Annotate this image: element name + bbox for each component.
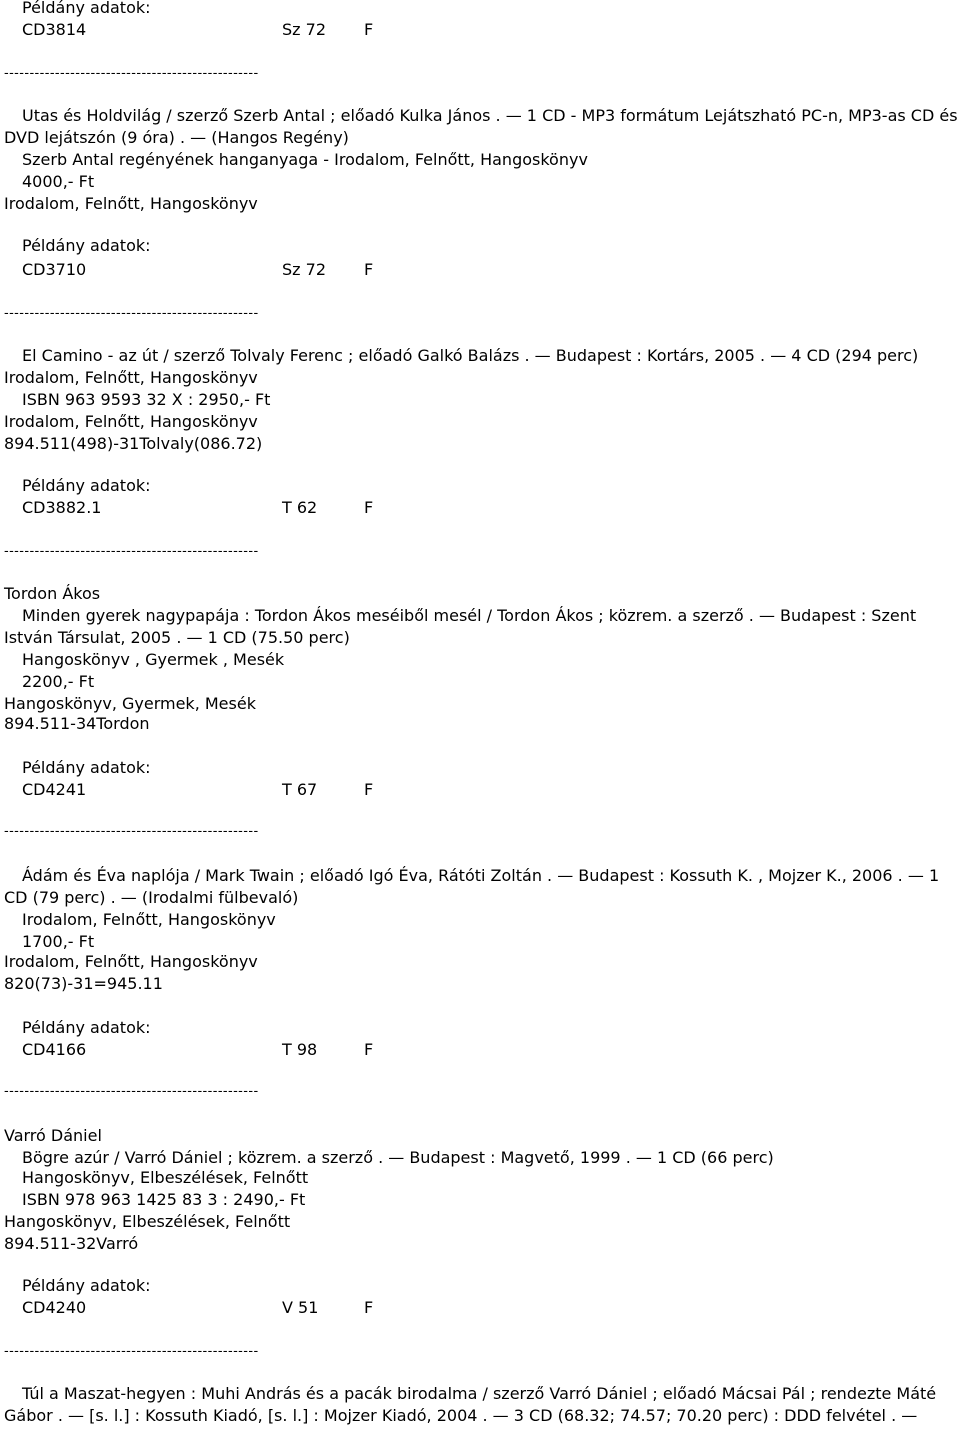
copy-flag: F bbox=[364, 1040, 374, 1059]
record-classification-line: 894.511(498)-31Tolvaly(086.72) bbox=[4, 434, 263, 453]
copy-code: CD3814 bbox=[22, 20, 87, 39]
copy-flag: F bbox=[364, 780, 374, 799]
copy-data-label: Példány adatok: bbox=[22, 0, 151, 17]
copy-code: CD3710 bbox=[22, 260, 87, 279]
record-title-line: Bögre azúr / Varró Dániel ; közrem. a szerző . — Budapest : Magvető, 1999 . — 1 CD (66 perc) bbox=[22, 1148, 774, 1167]
copy-data-label: Példány adatok: bbox=[22, 1276, 151, 1295]
copy-signature: Sz 72 bbox=[282, 20, 326, 39]
record-title-line: Utas és Holdvilág / szerző Szerb Antal ; előadó Kulka János . — 1 CD - MP3 formátum Lejátszható PC-n, MP3-as CD és bbox=[22, 106, 958, 125]
record-author-line: Varró Dániel bbox=[4, 1126, 102, 1145]
record-title-line: El Camino - az út / szerző Tolvaly Ferenc ; előadó Galkó Balázs . — Budapest : Kortárs, 2005 . — 4 CD (294 perc) bbox=[22, 346, 919, 365]
record-note-line: Szerb Antal regényének hanganyaga - Irodalom, Felnőtt, Hangoskönyv bbox=[22, 150, 588, 169]
record-note-line: Hangoskönyv, Elbeszélések, Felnőtt bbox=[22, 1168, 309, 1187]
copy-flag: F bbox=[364, 260, 374, 279]
record-title-line: Túl a Maszat-hegyen : Muhi András és a pacák birodalma / szerző Varró Dániel ; előadó Mácsai Pál ; rendezte Máté bbox=[22, 1384, 937, 1403]
copy-flag: F bbox=[364, 498, 374, 517]
record-separator: -------------------------------------------------- bbox=[4, 824, 259, 839]
record-isbn-line: ISBN 963 9593 32 X : 2950,- Ft bbox=[22, 390, 271, 409]
copy-code: CD4241 bbox=[22, 780, 87, 799]
record-series-line: DVD lejátszón (9 óra) . — (Hangos Regény) bbox=[4, 128, 349, 147]
record-series-line: CD (79 perc) . — (Irodalmi fülbevaló) bbox=[4, 888, 299, 907]
record-separator: -------------------------------------------------- bbox=[4, 66, 259, 81]
record-separator: -------------------------------------------------- bbox=[4, 544, 259, 559]
copy-signature: T 67 bbox=[282, 780, 318, 799]
copy-signature: V 51 bbox=[282, 1298, 319, 1317]
record-classification-line: 820(73)-31=945.11 bbox=[4, 974, 163, 993]
copy-code: CD4166 bbox=[22, 1040, 87, 1059]
copy-flag: F bbox=[364, 1298, 374, 1317]
copy-code: CD4240 bbox=[22, 1298, 87, 1317]
copy-signature: Sz 72 bbox=[282, 260, 326, 279]
record-publication-line: István Társulat, 2005 . — 1 CD (75.50 perc) bbox=[4, 628, 350, 647]
record-subject-line: Irodalom, Felnőtt, Hangoskönyv bbox=[4, 194, 258, 213]
record-price-line: 4000,- Ft bbox=[22, 172, 95, 191]
record-author-line: Tordon Ákos bbox=[4, 584, 101, 603]
record-classification-line: 894.511-32Varró bbox=[4, 1234, 139, 1253]
copy-signature: T 98 bbox=[282, 1040, 318, 1059]
copy-data-label: Példány adatok: bbox=[22, 1018, 151, 1037]
record-isbn-line: ISBN 978 963 1425 83 3 : 2490,- Ft bbox=[22, 1190, 306, 1209]
copy-code: CD3882.1 bbox=[22, 498, 102, 517]
copy-data-label: Példány adatok: bbox=[22, 236, 151, 255]
record-price-line: 2200,- Ft bbox=[22, 672, 95, 691]
record-separator: -------------------------------------------------- bbox=[4, 1344, 259, 1359]
record-subject-line: Hangoskönyv, Elbeszélések, Felnőtt bbox=[4, 1212, 291, 1231]
record-separator: -------------------------------------------------- bbox=[4, 306, 259, 321]
record-subject-line: Irodalom, Felnőtt, Hangoskönyv bbox=[4, 952, 258, 971]
copy-signature: T 62 bbox=[282, 498, 318, 517]
record-title-line: Minden gyerek nagypapája : Tordon Ákos meséiből mesél / Tordon Ákos ; közrem. a szerző . — Budapest : Szent bbox=[22, 606, 917, 625]
record-price-line: 1700,- Ft bbox=[22, 932, 95, 951]
record-subject-line: Hangoskönyv, Gyermek, Mesék bbox=[4, 694, 256, 713]
record-publication-line: Gábor . — [s. l.] : Kossuth Kiadó, [s. l.] : Mojzer Kiadó, 2004 . — 3 CD (68.32; 74.57; 70.20 perc) : DDD felvétel . — bbox=[4, 1406, 918, 1425]
record-separator: -------------------------------------------------- bbox=[4, 1084, 259, 1099]
record-note-line: Hangoskönyv , Gyermek , Mesék bbox=[22, 650, 285, 669]
record-classification-line: 894.511-34Tordon bbox=[4, 714, 150, 733]
record-title-line: Ádám és Éva naplója / Mark Twain ; előadó Igó Éva, Rátóti Zoltán . — Budapest : Kossuth K. , Mojzer K., 2006 . — 1 bbox=[22, 866, 940, 885]
copy-data-label: Példány adatok: bbox=[22, 758, 151, 777]
record-note-line: Irodalom, Felnőtt, Hangoskönyv bbox=[4, 368, 258, 387]
copy-data-label: Példány adatok: bbox=[22, 476, 151, 495]
copy-flag: F bbox=[364, 20, 374, 39]
record-subject-line: Irodalom, Felnőtt, Hangoskönyv bbox=[4, 412, 258, 431]
record-note-line: Irodalom, Felnőtt, Hangoskönyv bbox=[22, 910, 276, 929]
